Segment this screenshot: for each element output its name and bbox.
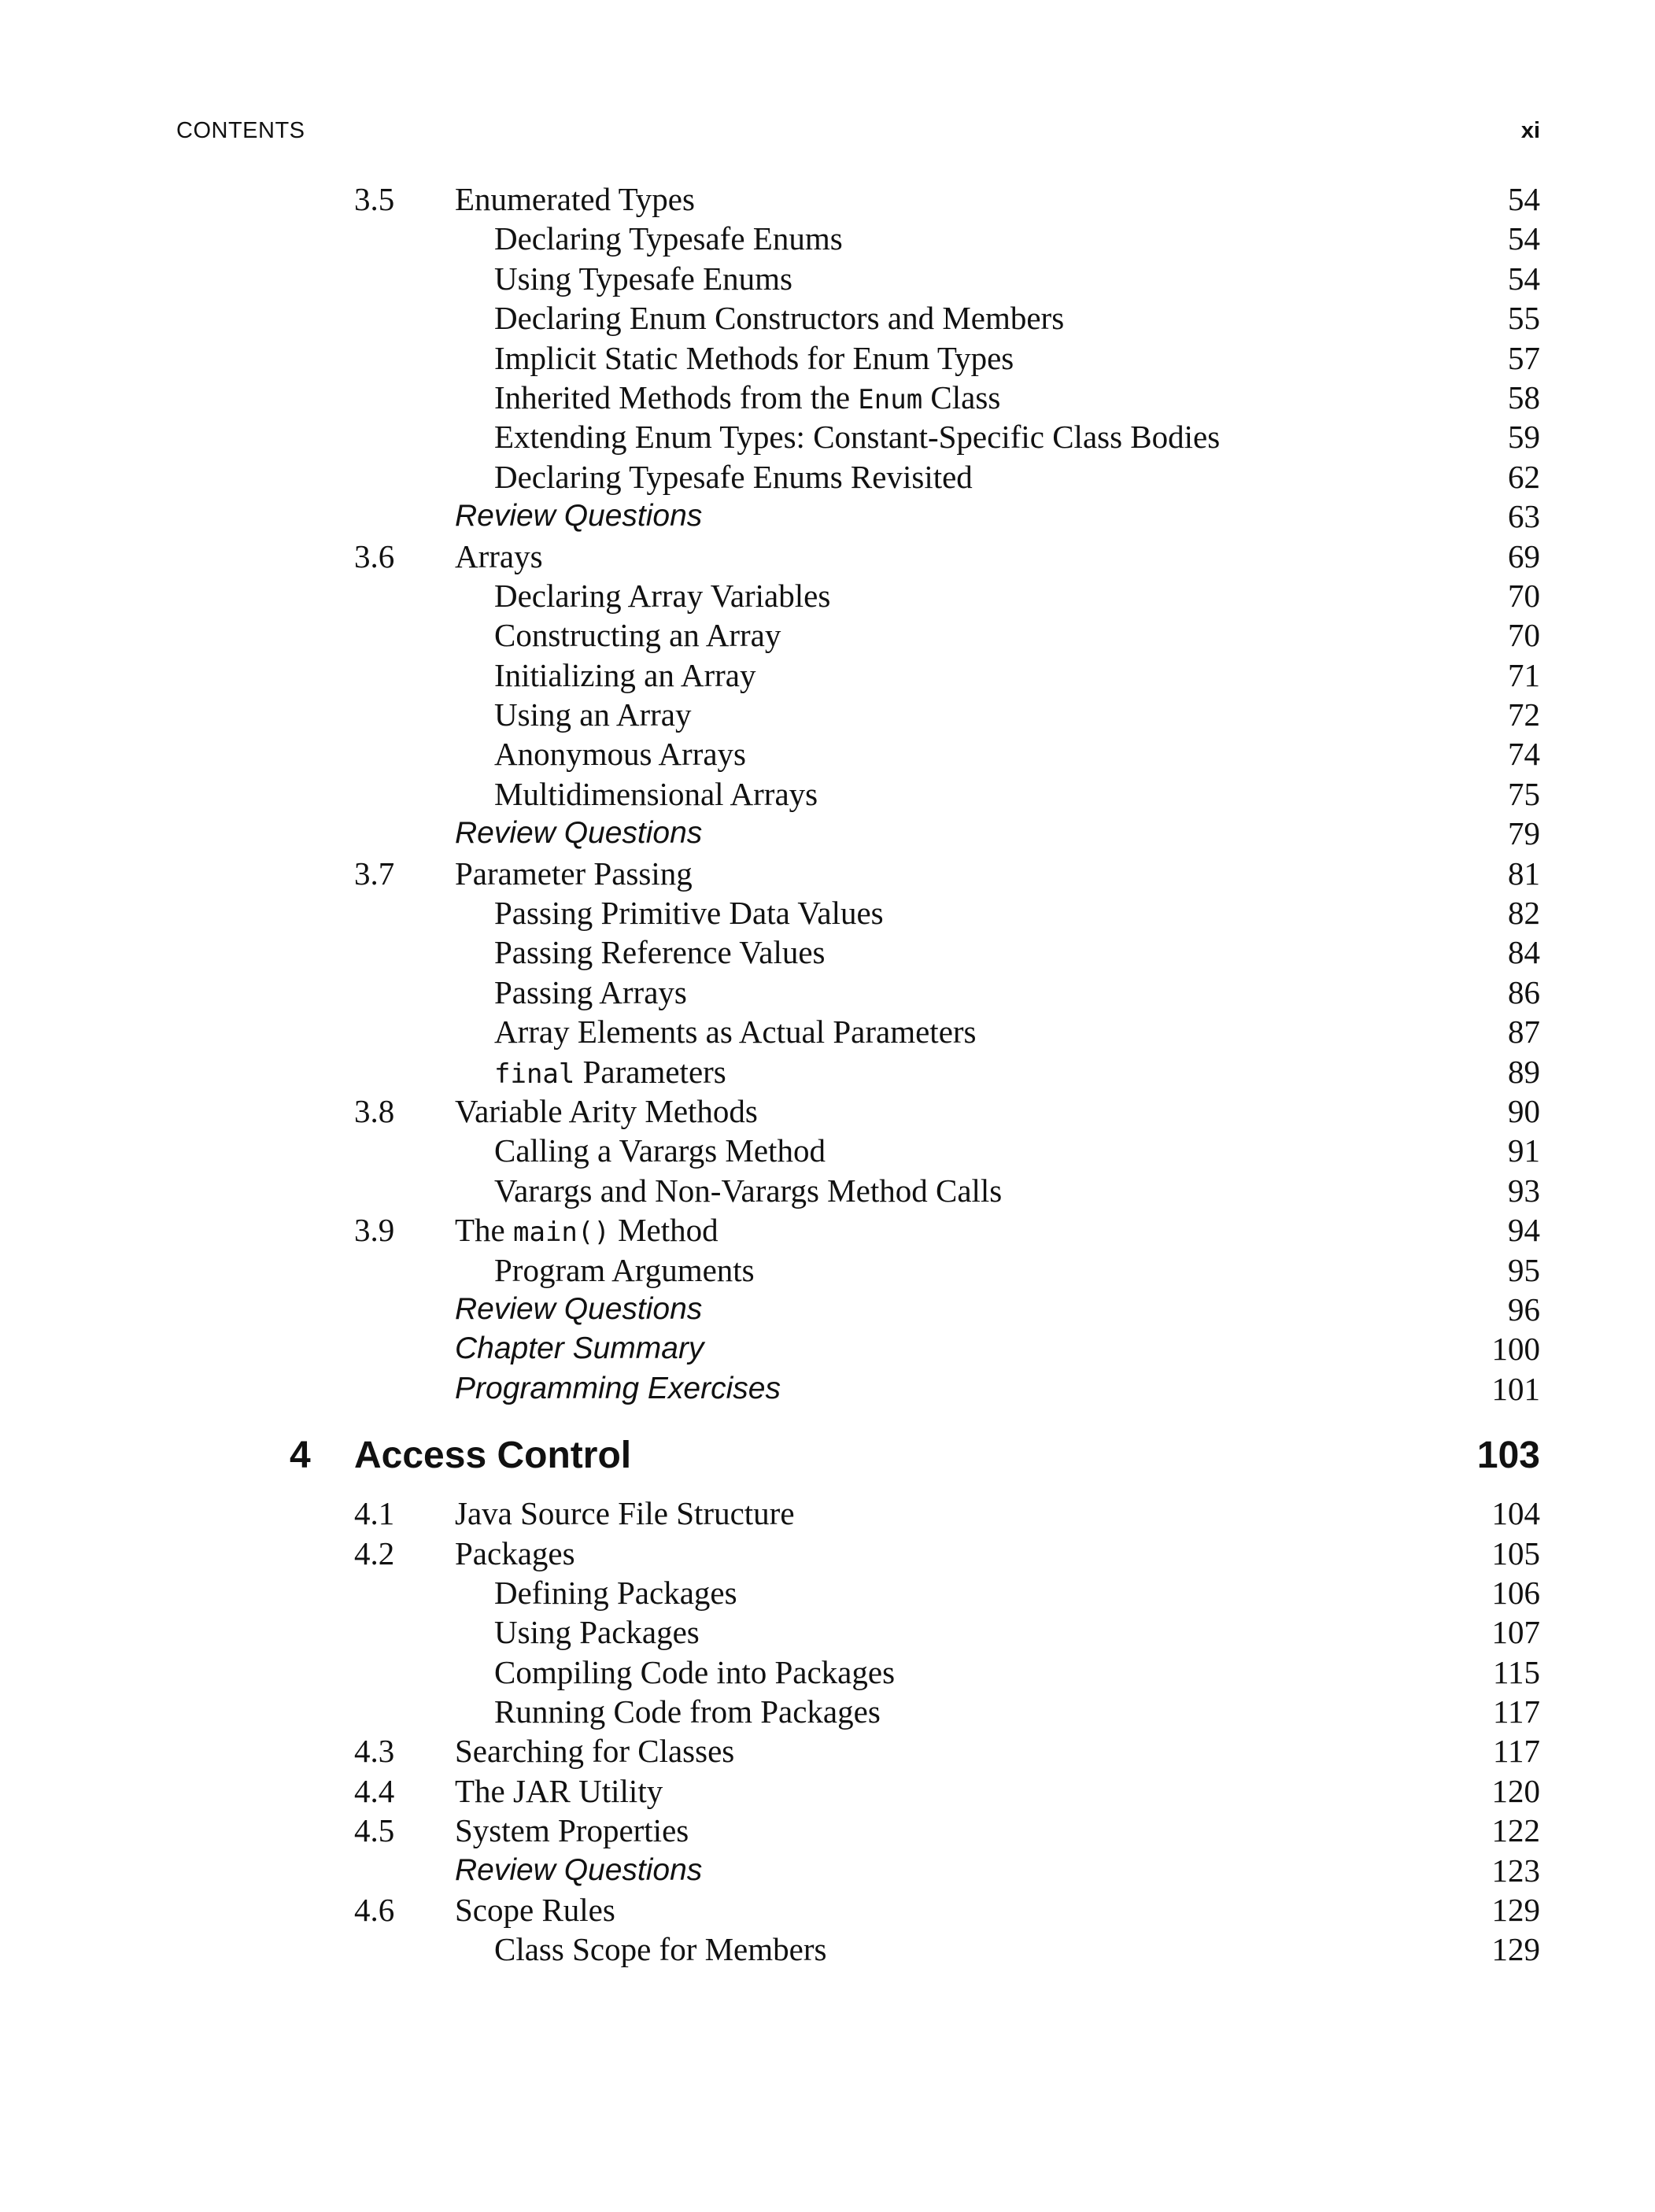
toc-entry[interactable] [0, 734, 1655, 774]
toc-review-questions[interactable] [0, 1851, 1655, 1890]
toc-entry[interactable] [0, 417, 1655, 456]
entry-page: 57 [1508, 339, 1540, 376]
section-page: 129 [1491, 1892, 1540, 1929]
toc-entry[interactable] [0, 893, 1655, 932]
toc-section-4-5[interactable] [0, 1811, 1655, 1850]
entry-title-code: Enum [858, 383, 923, 415]
running-head [176, 118, 1540, 150]
toc-entry[interactable] [0, 1131, 1655, 1170]
entry-title: Passing Arrays [494, 973, 687, 1010]
entry-title: Using Typesafe Enums [494, 260, 792, 297]
entry-title: Implicit Static Methods for Enum Types [494, 339, 1014, 376]
entry-title-text: Parameters [574, 1053, 726, 1090]
section-number: 3.5 [354, 181, 395, 217]
entry-page: 82 [1508, 895, 1540, 932]
entry-title: Review Questions [455, 816, 703, 851]
entry-page: 71 [1508, 656, 1540, 693]
entry-page: 70 [1508, 577, 1540, 614]
section-title-text: The [455, 1212, 513, 1249]
section-title-code: main() [513, 1217, 610, 1249]
toc-review-questions[interactable] [0, 497, 1655, 536]
section-page: 117 [1493, 1733, 1540, 1770]
section-page: 81 [1508, 855, 1540, 892]
section-page: 90 [1508, 1092, 1540, 1129]
entry-page: 91 [1508, 1132, 1540, 1169]
entry-title [494, 378, 1000, 419]
entry-title: Using Packages [494, 1614, 700, 1651]
toc-programming-exercises[interactable] [0, 1369, 1655, 1409]
entry-page: 70 [1508, 617, 1540, 654]
toc-chapter-4[interactable] [0, 1418, 1655, 1494]
toc-entry[interactable] [0, 655, 1655, 695]
entry-page: 129 [1491, 1931, 1540, 1968]
entry-title: Initializing an Array [494, 656, 756, 693]
toc-entry[interactable] [0, 1250, 1655, 1290]
chapter-title: Access Control [354, 1435, 632, 1477]
section-number: 4.2 [354, 1534, 395, 1571]
section-number: 4.5 [354, 1812, 395, 1849]
toc-entry[interactable] [0, 932, 1655, 972]
toc-section-4-1[interactable] [0, 1494, 1655, 1533]
toc-entry[interactable] [0, 457, 1655, 497]
entry-title: Calling a Varargs Method [494, 1132, 826, 1169]
toc-entry[interactable] [0, 615, 1655, 655]
entry-page: 115 [1493, 1653, 1540, 1690]
entry-title: Anonymous Arrays [494, 736, 747, 773]
section-page: 69 [1508, 537, 1540, 574]
entry-title: Declaring Enum Constructors and Members [494, 300, 1065, 337]
toc-section-4-3[interactable] [0, 1731, 1655, 1771]
entry-page: 101 [1491, 1370, 1540, 1407]
section-number: 4.3 [354, 1733, 395, 1770]
entry-title: Multidimensional Arrays [494, 775, 818, 812]
toc-entry[interactable] [0, 1692, 1655, 1731]
toc-entry[interactable] [0, 973, 1655, 1012]
toc-entry[interactable] [0, 259, 1655, 298]
section-number: 3.7 [354, 855, 395, 892]
toc-entry[interactable] [0, 378, 1655, 417]
entry-title: Declaring Typesafe Enums Revisited [494, 458, 973, 495]
toc-section-4-6[interactable] [0, 1890, 1655, 1929]
entry-title: Declaring Typesafe Enums [494, 220, 843, 257]
entry-title: Constructing an Array [494, 617, 781, 654]
toc-entry[interactable] [0, 1573, 1655, 1612]
entry-title: Defining Packages [494, 1574, 737, 1611]
toc-section-3-8[interactable] [0, 1091, 1655, 1131]
toc-entry[interactable] [0, 1929, 1655, 1969]
running-head-title: CONTENTS [176, 118, 305, 143]
entry-page: 106 [1491, 1574, 1540, 1611]
section-title: The JAR Utility [455, 1772, 663, 1809]
entry-page: 87 [1508, 1014, 1540, 1051]
entry-page: 86 [1508, 973, 1540, 1010]
toc-section-3-9[interactable] [0, 1210, 1655, 1250]
entry-title: Array Elements as Actual Parameters [494, 1014, 977, 1051]
section-page: 105 [1491, 1534, 1540, 1571]
section-title [455, 1210, 719, 1252]
entry-page: 100 [1491, 1331, 1540, 1368]
entry-title: Review Questions [455, 1852, 703, 1887]
entry-title: Review Questions [455, 499, 703, 534]
toc-entry[interactable] [0, 1171, 1655, 1210]
toc-entry[interactable] [0, 1612, 1655, 1652]
entry-page: 117 [1493, 1693, 1540, 1730]
entry-title: Programming Exercises [455, 1371, 781, 1405]
entry-title [494, 1052, 726, 1094]
section-title: Variable Arity Methods [455, 1092, 758, 1129]
entry-title: Review Questions [455, 1291, 703, 1326]
section-title: Packages [455, 1534, 575, 1571]
toc-entry[interactable] [0, 298, 1655, 338]
entry-page: 74 [1508, 736, 1540, 773]
entry-title: Extending Enum Types: Constant-Specific Class Bodies [494, 419, 1221, 456]
section-number: 4.4 [354, 1772, 395, 1809]
section-title-text: Method [609, 1212, 719, 1249]
entry-title: Running Code from Packages [494, 1693, 881, 1730]
entry-page: 54 [1508, 220, 1540, 257]
entry-page: 89 [1508, 1053, 1540, 1090]
section-number: 3.8 [354, 1092, 395, 1129]
section-page: 94 [1508, 1212, 1540, 1249]
entry-title: Class Scope for Members [494, 1931, 827, 1968]
entry-title: Passing Reference Values [494, 934, 826, 971]
section-title: Arrays [455, 537, 543, 574]
toc-section-4-2[interactable] [0, 1534, 1655, 1573]
toc-entry[interactable] [0, 695, 1655, 734]
entry-page: 55 [1508, 300, 1540, 337]
entry-title-text: Inherited Methods from the [494, 379, 859, 415]
section-title: Searching for Classes [455, 1733, 735, 1770]
entry-title: Program Arguments [494, 1251, 755, 1288]
section-number: 3.9 [354, 1212, 395, 1249]
section-title: Parameter Passing [455, 855, 693, 892]
entry-page: 75 [1508, 775, 1540, 812]
entry-page: 54 [1508, 260, 1540, 297]
toc-chapter-summary[interactable] [0, 1329, 1655, 1368]
entry-page: 63 [1508, 498, 1540, 535]
entry-title-code: final [494, 1058, 575, 1090]
toc-entry[interactable] [0, 576, 1655, 615]
entry-title: Using an Array [494, 696, 692, 733]
entry-title-text: Class [922, 379, 1001, 415]
entry-title: Passing Primitive Data Values [494, 895, 884, 932]
entry-page: 95 [1508, 1251, 1540, 1288]
section-number: 4.6 [354, 1892, 395, 1929]
section-title: Enumerated Types [455, 181, 695, 217]
chapter-number: 4 [290, 1435, 311, 1477]
page-number: xi [1520, 118, 1540, 143]
section-title: Scope Rules [455, 1892, 615, 1929]
entry-page: 79 [1508, 815, 1540, 852]
toc-entry[interactable] [0, 774, 1655, 814]
entry-title: Declaring Array Variables [494, 577, 831, 614]
toc-entry[interactable] [0, 1052, 1655, 1091]
toc-entry[interactable] [0, 1653, 1655, 1692]
entry-title: Varargs and Non-Varargs Method Calls [494, 1172, 1003, 1209]
toc-section-3-6[interactable] [0, 537, 1655, 576]
entry-title: Chapter Summary [455, 1331, 704, 1366]
toc-entry[interactable] [0, 338, 1655, 378]
toc-section-3-5[interactable] [0, 179, 1655, 219]
entry-page: 93 [1508, 1172, 1540, 1209]
entry-page: 107 [1491, 1614, 1540, 1651]
toc-entry[interactable] [0, 1012, 1655, 1051]
table-of-contents [0, 179, 1655, 1970]
toc-section-4-4[interactable] [0, 1771, 1655, 1811]
section-page: 120 [1491, 1772, 1540, 1809]
entry-page: 96 [1508, 1291, 1540, 1328]
entry-title: Compiling Code into Packages [494, 1653, 896, 1690]
toc-review-questions[interactable] [0, 1290, 1655, 1329]
chapter-page: 103 [1476, 1435, 1540, 1477]
section-page: 54 [1508, 181, 1540, 217]
section-page: 122 [1491, 1812, 1540, 1849]
entry-page: 123 [1491, 1852, 1540, 1889]
entry-page: 58 [1508, 379, 1540, 415]
entry-page: 59 [1508, 419, 1540, 456]
section-title: Java Source File Structure [455, 1495, 795, 1532]
toc-section-3-7[interactable] [0, 854, 1655, 893]
section-number: 3.6 [354, 537, 395, 574]
entry-page: 84 [1508, 934, 1540, 971]
entry-page: 72 [1508, 696, 1540, 733]
section-title: System Properties [455, 1812, 689, 1849]
toc-review-questions[interactable] [0, 814, 1655, 853]
section-number: 4.1 [354, 1495, 395, 1532]
entry-page: 62 [1508, 458, 1540, 495]
section-page: 104 [1491, 1495, 1540, 1532]
toc-entry[interactable] [0, 219, 1655, 258]
